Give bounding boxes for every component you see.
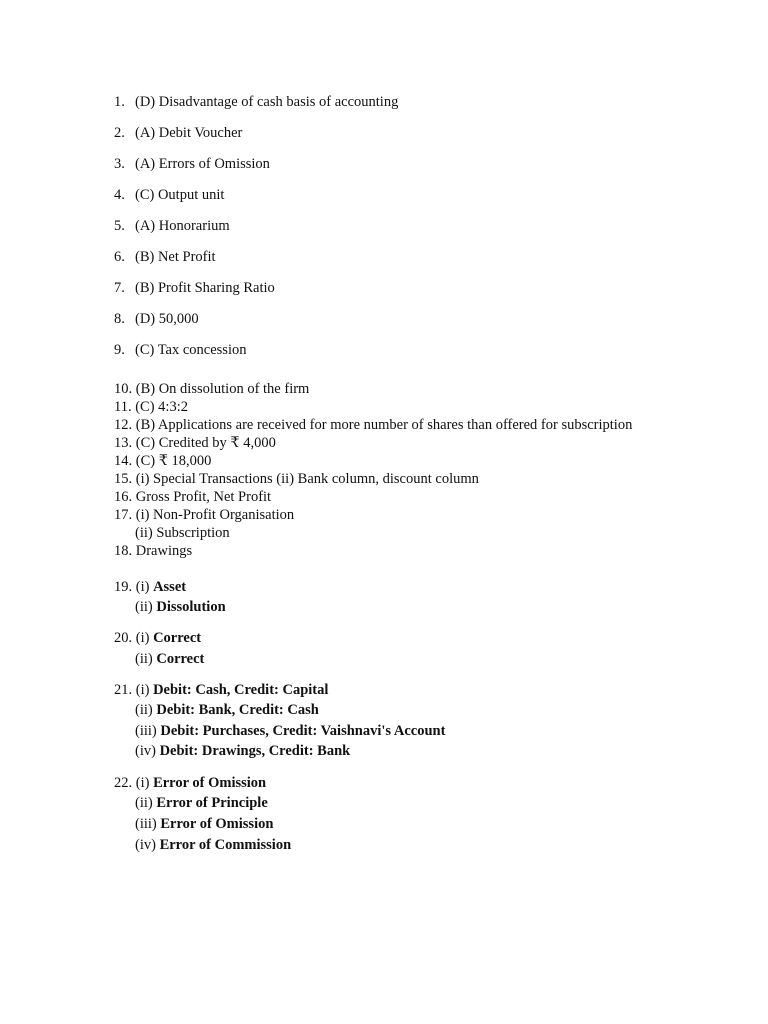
answer-22-sub-ii [135, 794, 268, 812]
answer-prefix: (iii) [135, 723, 161, 739]
answer-value: Debit: Cash, Credit: Capital [153, 682, 329, 698]
answer-value: Debit: Drawings, Credit: Bank [159, 743, 351, 759]
answer-number: 22. [114, 775, 133, 791]
answer-text: (B) On dissolution of the firm [135, 381, 310, 397]
answer-text: (C) Credited by ₹ 4,000 [135, 435, 276, 451]
answer-16 [114, 488, 271, 506]
answer-text: (A) Errors of Omission [135, 156, 270, 172]
answer-number: 9. [114, 342, 125, 358]
answer-text: Gross Profit, Net Profit [135, 489, 272, 505]
answer-number: 11. [114, 399, 132, 415]
answer-text: (C) 4:3:2 [135, 399, 188, 415]
answer-value: Error of Omission [160, 816, 274, 832]
answer-value: Correct [156, 651, 205, 667]
answer-12 [114, 416, 632, 434]
answer-number: 21. [114, 682, 133, 698]
answer-number: 16. [114, 489, 133, 505]
answer-21-sub-ii [135, 701, 319, 719]
answer-prefix: (iv) [135, 837, 160, 853]
answer-value: Asset [153, 579, 187, 595]
answer-prefix: (i) [135, 630, 154, 646]
answer-prefix: (i) [135, 775, 154, 791]
answer-13 [114, 434, 276, 452]
answer-19 [114, 578, 186, 596]
answer-3 [114, 155, 270, 173]
answer-21-sub-iv [135, 742, 350, 760]
answer-number: 19. [114, 579, 133, 595]
answer-prefix: (ii) [135, 599, 157, 615]
answer-number: 13. [114, 435, 133, 451]
answer-text: Drawings [135, 543, 193, 559]
answer-value: Dissolution [156, 599, 226, 615]
answer-number: 6. [114, 249, 125, 265]
answer-18 [114, 542, 192, 560]
answer-8 [114, 310, 199, 328]
answer-text: (A) Debit Voucher [135, 125, 243, 141]
answer-14 [114, 452, 211, 470]
answer-4 [114, 186, 224, 204]
answer-text: (C) ₹ 18,000 [135, 453, 212, 469]
answer-11 [114, 398, 188, 416]
answer-number: 2. [114, 125, 125, 141]
answer-number: 1. [114, 94, 125, 110]
answer-value: Error of Commission [159, 837, 292, 853]
answer-17 [114, 506, 294, 524]
answer-prefix: (iv) [135, 743, 160, 759]
answer-text: (B) Net Profit [135, 249, 216, 265]
answer-value: Correct [153, 630, 202, 646]
answer-9 [114, 341, 246, 359]
answer-prefix: (iii) [135, 816, 161, 832]
answer-prefix: (ii) [135, 651, 157, 667]
answer-prefix: (i) [135, 682, 154, 698]
answer-text: (B) Applications are received for more number of shares than offered for subscription [135, 417, 633, 433]
answer-15 [114, 470, 479, 488]
answer-5 [114, 217, 230, 235]
answer-text: (C) Output unit [135, 187, 225, 203]
answer-22-sub-iii [135, 815, 273, 833]
answer-text: (i) Special Transactions (ii) Bank column, discount column [135, 471, 479, 487]
answer-19-sub [135, 598, 226, 616]
answer-text: (C) Tax concession [135, 342, 247, 358]
answer-21-sub-iii [135, 722, 445, 740]
answer-number: 5. [114, 218, 125, 234]
answer-number: 4. [114, 187, 125, 203]
answer-22-sub-iv [135, 836, 291, 854]
answer-number: 12. [114, 417, 133, 433]
answer-number: 17. [114, 507, 133, 523]
answer-value: Error of Principle [156, 795, 268, 811]
answer-text: (i) Non-Profit Organisation [135, 507, 295, 523]
answer-1 [114, 93, 398, 111]
answer-text: (B) Profit Sharing Ratio [135, 280, 275, 296]
answer-prefix: (ii) [135, 795, 157, 811]
answer-20-sub [135, 650, 204, 668]
answer-number: 7. [114, 280, 125, 296]
answer-number: 15. [114, 471, 133, 487]
answer-6 [114, 248, 216, 266]
answer-17-sub: (ii) Subscription [135, 525, 230, 541]
answer-number: 3. [114, 156, 125, 172]
answer-value: Error of Omission [153, 775, 267, 791]
answer-21 [114, 681, 328, 699]
answer-number: 18. [114, 543, 133, 559]
answer-text: (D) 50,000 [135, 311, 199, 327]
answer-text: (D) Disadvantage of cash basis of accounting [135, 94, 399, 110]
answer-number: 20. [114, 630, 133, 646]
answer-2 [114, 124, 242, 142]
answer-10 [114, 380, 309, 398]
answer-number: 10. [114, 381, 133, 397]
answer-number: 14. [114, 453, 133, 469]
answer-7 [114, 279, 275, 297]
answer-value: Debit: Bank, Credit: Cash [156, 702, 319, 718]
answer-20 [114, 629, 201, 647]
answer-prefix: (i) [135, 579, 154, 595]
answer-text: (A) Honorarium [135, 218, 230, 234]
answer-22 [114, 774, 266, 792]
answer-value: Debit: Purchases, Credit: Vaishnavi's Account [160, 723, 446, 739]
answer-number: 8. [114, 311, 125, 327]
answer-prefix: (ii) [135, 702, 157, 718]
